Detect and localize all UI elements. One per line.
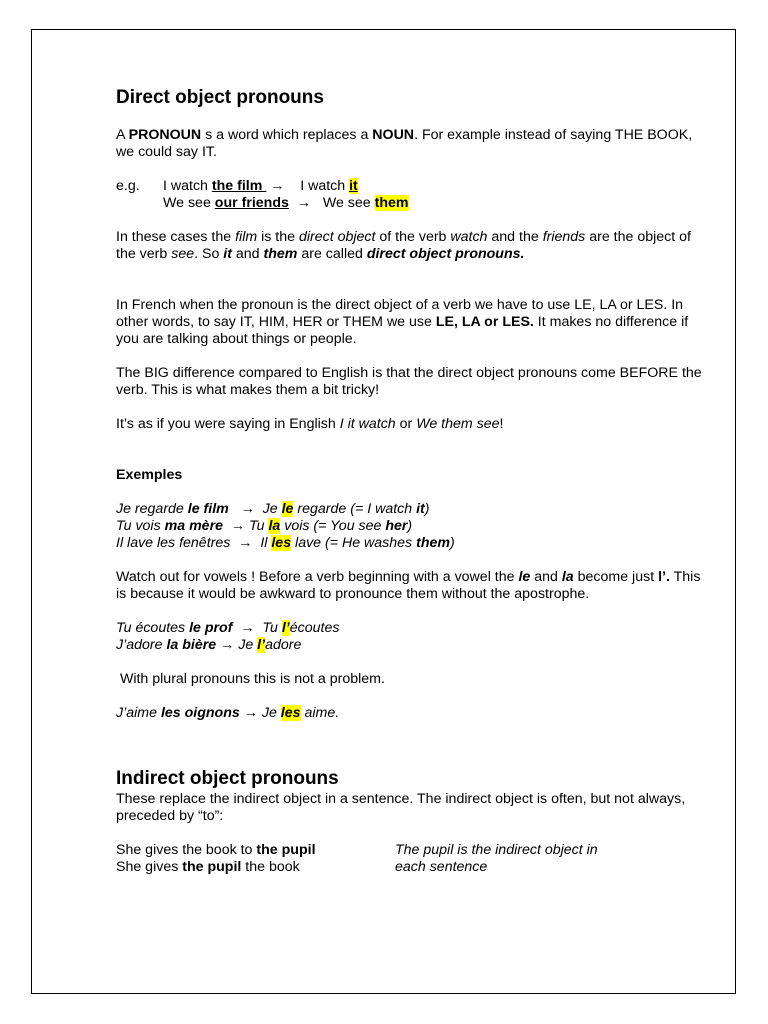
plural-example-sentence: J’aime les oignons → Je les aime.: [116, 705, 340, 721]
example-sentence: Il lave les fenêtres → Il les lave (= He washes them): [116, 535, 455, 551]
indirect-example-row: She gives the pupil the book each sentence: [116, 859, 488, 875]
example-sentence: Je regarde le film → Je le regarde (= I watch it): [116, 501, 430, 517]
vowel-example-sentence: J’adore la bière → Je l’adore: [116, 637, 302, 653]
example-sentence: Tu vois ma mère → Tu la vois (= You see her): [116, 518, 413, 534]
example-line-2: We see our friends → We see them: [163, 195, 409, 211]
exemples-heading: Exemples: [116, 467, 183, 483]
big-difference-paragraph: The BIG difference compared to English is that the direct object pronouns come BEFORE the verb. This is what makes them a bit tricky!: [116, 365, 702, 398]
french-usage-paragraph: In French when the pronoun is the direct object of a verb we have to use LE, LA or LES. In other words, to say IT, HIM, HER or THEM we use LE, LA or LES. It makes no difference if you are talking about things or people.: [116, 297, 689, 347]
pronoun-definition: A PRONOUN s a word which replaces a NOUN. For example instead of saying THE BOOK, we could say IT.: [116, 127, 693, 160]
vowels-paragraph: Watch out for vowels ! Before a verb beginning with a vowel the le and la become just l’. This is because it would be awkward to pronounce them without the apostrophe.: [116, 569, 701, 602]
vowel-example-sentence: Tu écoutes le prof → Tu l’écoutes: [116, 620, 340, 636]
document-body: [116, 86, 706, 876]
example-line-1: e.g. I watch the film → I watch it: [116, 178, 358, 194]
indirect-example-row: She gives the book to the pupil The pupil is the indirect object in: [116, 842, 598, 858]
heading-indirect-object-pronouns: Indirect object pronouns: [116, 768, 339, 789]
direct-object-explanation: In these cases the film is the direct object of the verb watch and the friends are the object of the verb see. So it and them are called direct object pronouns.: [116, 229, 691, 262]
heading-direct-object-pronouns: Direct object pronouns: [116, 87, 324, 108]
indirect-object-intro: These replace the indirect object in a sentence. The indirect object is often, but not always, preceded by “to”:: [116, 791, 686, 824]
plural-note: With plural pronouns this is not a problem.: [116, 671, 385, 687]
as-if-paragraph: It’s as if you were saying in English I it watch or We them see!: [116, 416, 504, 432]
